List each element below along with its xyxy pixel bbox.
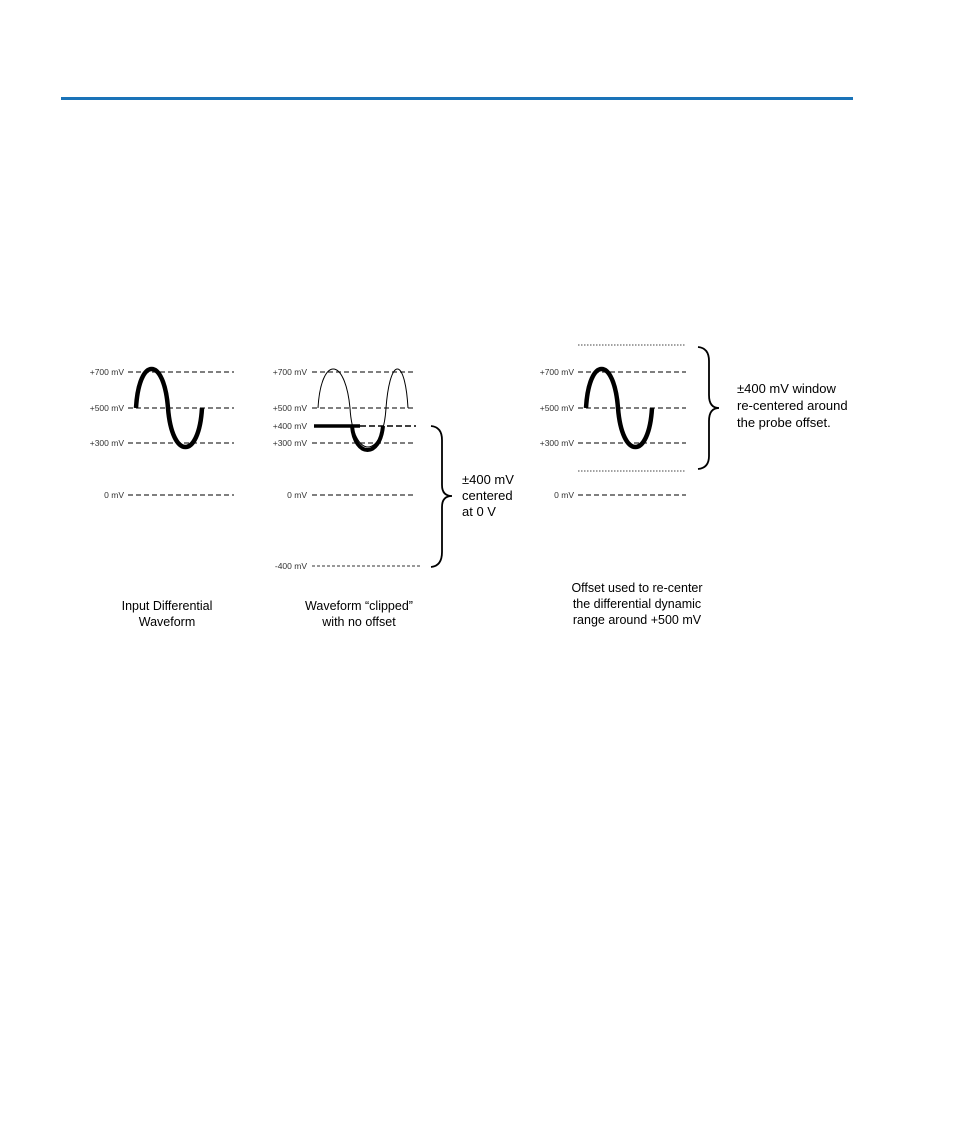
level-label-0: 0 mV [554,490,574,500]
caption-input-line1: Input Differential [121,599,213,613]
caption-clipped-line2: with no offset [322,615,396,629]
level-label-300: +300 mV [89,438,124,448]
clipped-sine-portion [352,426,383,450]
window-note-line3: the probe offset. [737,415,831,430]
window-bracket [698,347,719,469]
level-label-minus400: -400 mV [274,561,307,571]
panel-offset-waveform [540,345,848,627]
level-label-700: +700 mV [272,367,307,377]
level-label-700: +700 mV [89,367,124,377]
window-note-line1: ±400 mV window [737,381,836,396]
panel-input-waveform [90,367,234,629]
level-label-400: +400 mV [272,421,307,431]
level-label-0: 0 mV [104,490,124,500]
bracket-note-line1: ±400 mV [462,472,514,487]
window-note-line2: re-centered around [737,398,848,413]
level-label-0: 0 mV [287,490,307,500]
level-label-700: +700 mV [539,367,574,377]
panel-clipped-waveform [273,367,515,629]
caption-clipped-line1: Waveform “clipped” [305,599,413,613]
caption-input-line2: Waveform [138,615,196,629]
level-label-300: +300 mV [539,438,574,448]
caption-offset-line3: range around +500 mV [572,613,702,627]
caption-offset-line1: Offset used to re-center [571,581,703,595]
dynamic-range-bracket [431,426,452,567]
level-label-500: +500 mV [539,403,574,413]
level-label-300: +300 mV [272,438,307,448]
level-label-500: +500 mV [89,403,124,413]
caption-offset-line2: the differential dynamic [572,597,702,611]
bracket-note-line2: centered [462,488,513,503]
bracket-note-line3: at 0 V [462,504,496,519]
level-label-500: +500 mV [272,403,307,413]
